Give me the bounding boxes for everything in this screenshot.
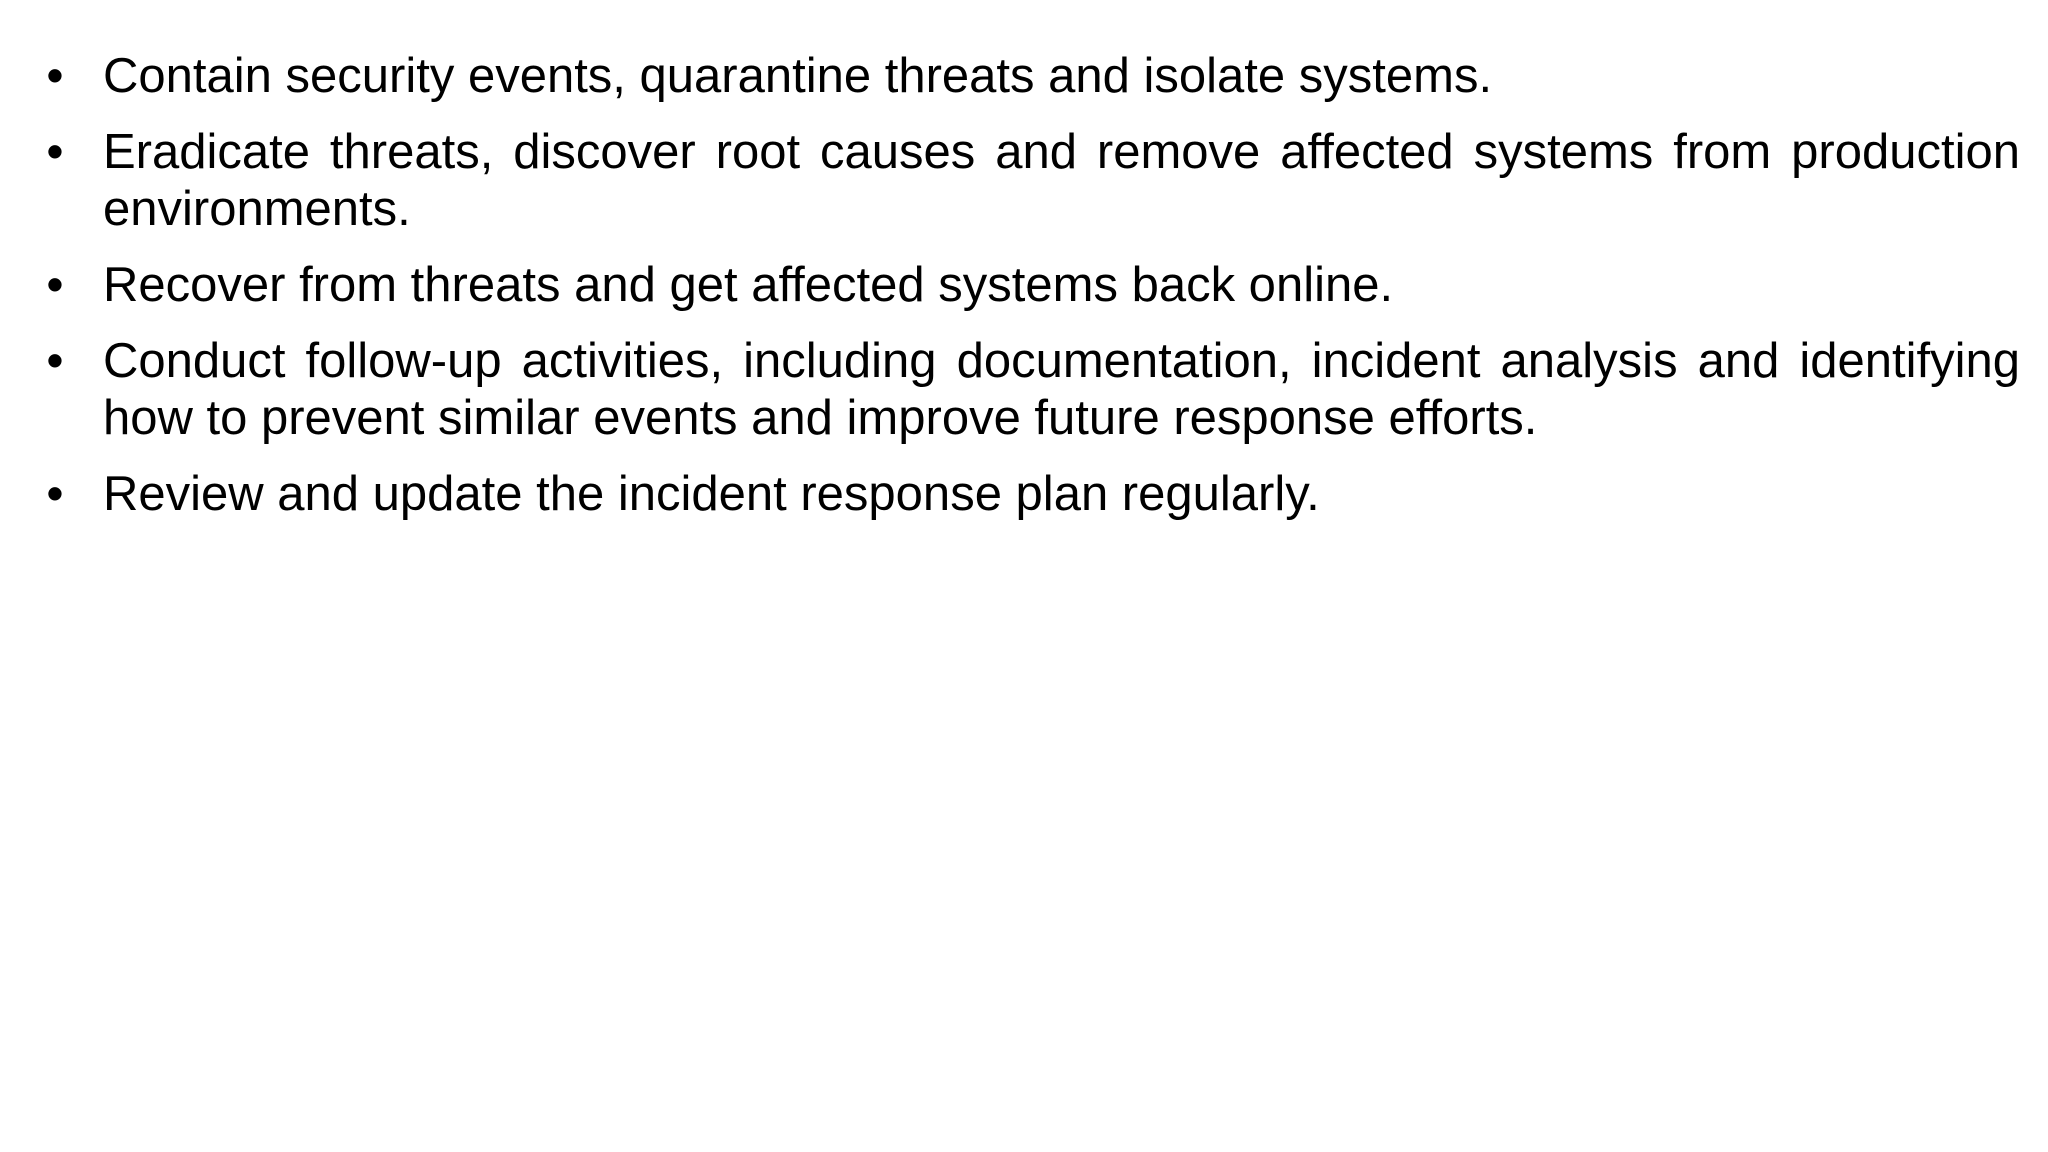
bullet-marker: •: [46, 467, 64, 521]
bullet-marker: •: [46, 125, 64, 179]
bullet-marker: •: [46, 334, 64, 388]
bullet-text: Contain security events, quarantine threats and isolate systems.: [103, 49, 1493, 103]
bullet-text: Eradicate threats, discover root causes and remove affected systems from production environments.: [103, 125, 2020, 236]
bullet-marker: •: [46, 258, 64, 312]
bullet-list: [40, 48, 2020, 542]
bullet-item-contain: [40, 48, 2020, 105]
bullet-item-eradicate: [40, 124, 2020, 238]
bullet-text: Recover from threats and get affected systems back online.: [103, 258, 1394, 312]
bullet-marker: •: [46, 49, 64, 103]
bullet-text: Review and update the incident response plan regularly.: [103, 467, 1320, 521]
bullet-text: Conduct follow-up activities, including documentation, incident analysis and identifying how to prevent similar events and improve future response efforts.: [103, 334, 2020, 445]
bullet-item-follow-up: [40, 333, 2020, 447]
bullet-item-recover: [40, 257, 2020, 314]
bullet-item-review: [40, 466, 2020, 523]
